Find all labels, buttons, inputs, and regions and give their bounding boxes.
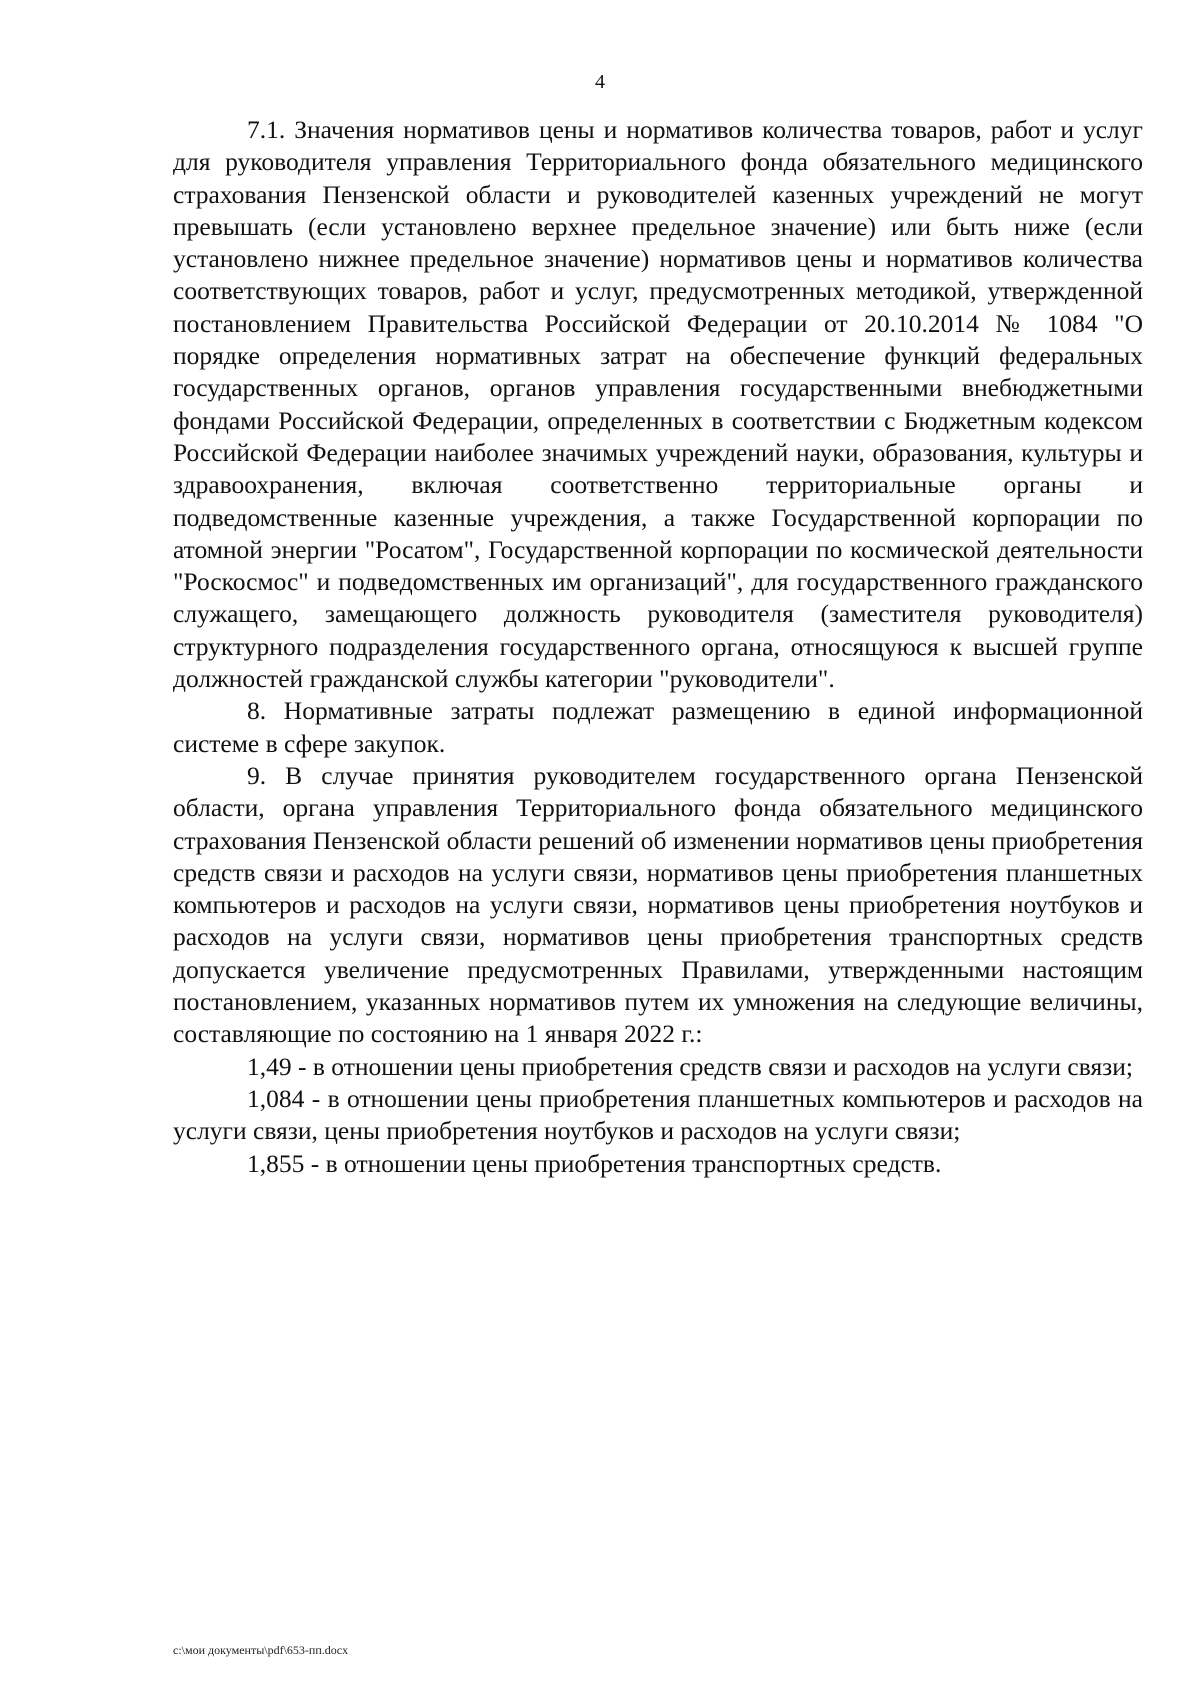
paragraph-8: 8. Нормативные затраты подлежат размещению в единой информационной системе в сфере закупок.: [173, 696, 1143, 758]
coefficient-vehicles: 1,855 - в отношении цены приобретения транспортных средств.: [247, 1148, 942, 1178]
coefficient-communication: 1,49 - в отношении цены приобретения средств связи и расходов на услуги связи;: [247, 1051, 1133, 1081]
paragraph-7-1: 7.1. Значения нормативов цены и нормативов количества товаров, работ и услуг для руководителя управления Территориального фонда обязательного медицинского страхования Пензенской области и руководителей казенных учреждений не могут превышать (если установлено верхнее предельное значение) или быть ниже (если установлено нижнее предельное значение) нормативов цены и нормативов количества соответствующих товаров, работ и услуг, предусмотренных методикой, утвержденной постановлением Правительства Российской Федерации от 20.10.2014 № 1084 "О порядке определения нормативных затрат на обеспечение функций федеральных государственных органов, органов управления государственными внебюджетными фондами Российской Федерации, определенных в соответствии с Бюджетным кодексом Российской Федерации наиболее значимых учреждений науки, образования, культуры и здравоохранения, включая соответственно территориальные органы и подведомственные казенные учреждения, а также Государственной корпорации по атомной энергии "Росатом", Государственной корпорации по космической деятельности "Роскосмос" и подведомственных им организаций", для государственного гражданского служащего, замещающего должность руководителя (заместителя руководителя) структурного подразделения государственного органа, относящуюся к высшей группе должностей гражданской службы категории "руководители".: [173, 115, 1143, 694]
paragraph-9: 9. В случае принятия руководителем государственного органа Пензенской области, органа управления Территориального фонда обязательного медицинского страхования Пензенской области решений об изменении нормативов цены приобретения средств связи и расходов на услуги связи, нормативов цены приобретения планшетных компьютеров и расходов на услуги связи, нормативов цены приобретения ноутбуков и расходов на услуги связи, нормативов цены приобретения транспортных средств допускается увеличение предусмотренных Правилами, утвержденными настоящим постановлением, указанных нормативов путем их умножения на следующие величины, составляющие по состоянию на 1 января 2022 г.:: [173, 760, 1143, 1049]
footer-file-path: c:\мои документы\pdf\653-пп.docx: [173, 1643, 349, 1657]
document-body: [173, 114, 1143, 1180]
page-number: 4: [595, 71, 605, 93]
coefficient-tablets-laptops: 1,084 - в отношении цены приобретения планшетных компьютеров и расходов на услуги связи, цены приобретения ноутбуков и расходов на услуги связи;: [173, 1083, 1143, 1146]
